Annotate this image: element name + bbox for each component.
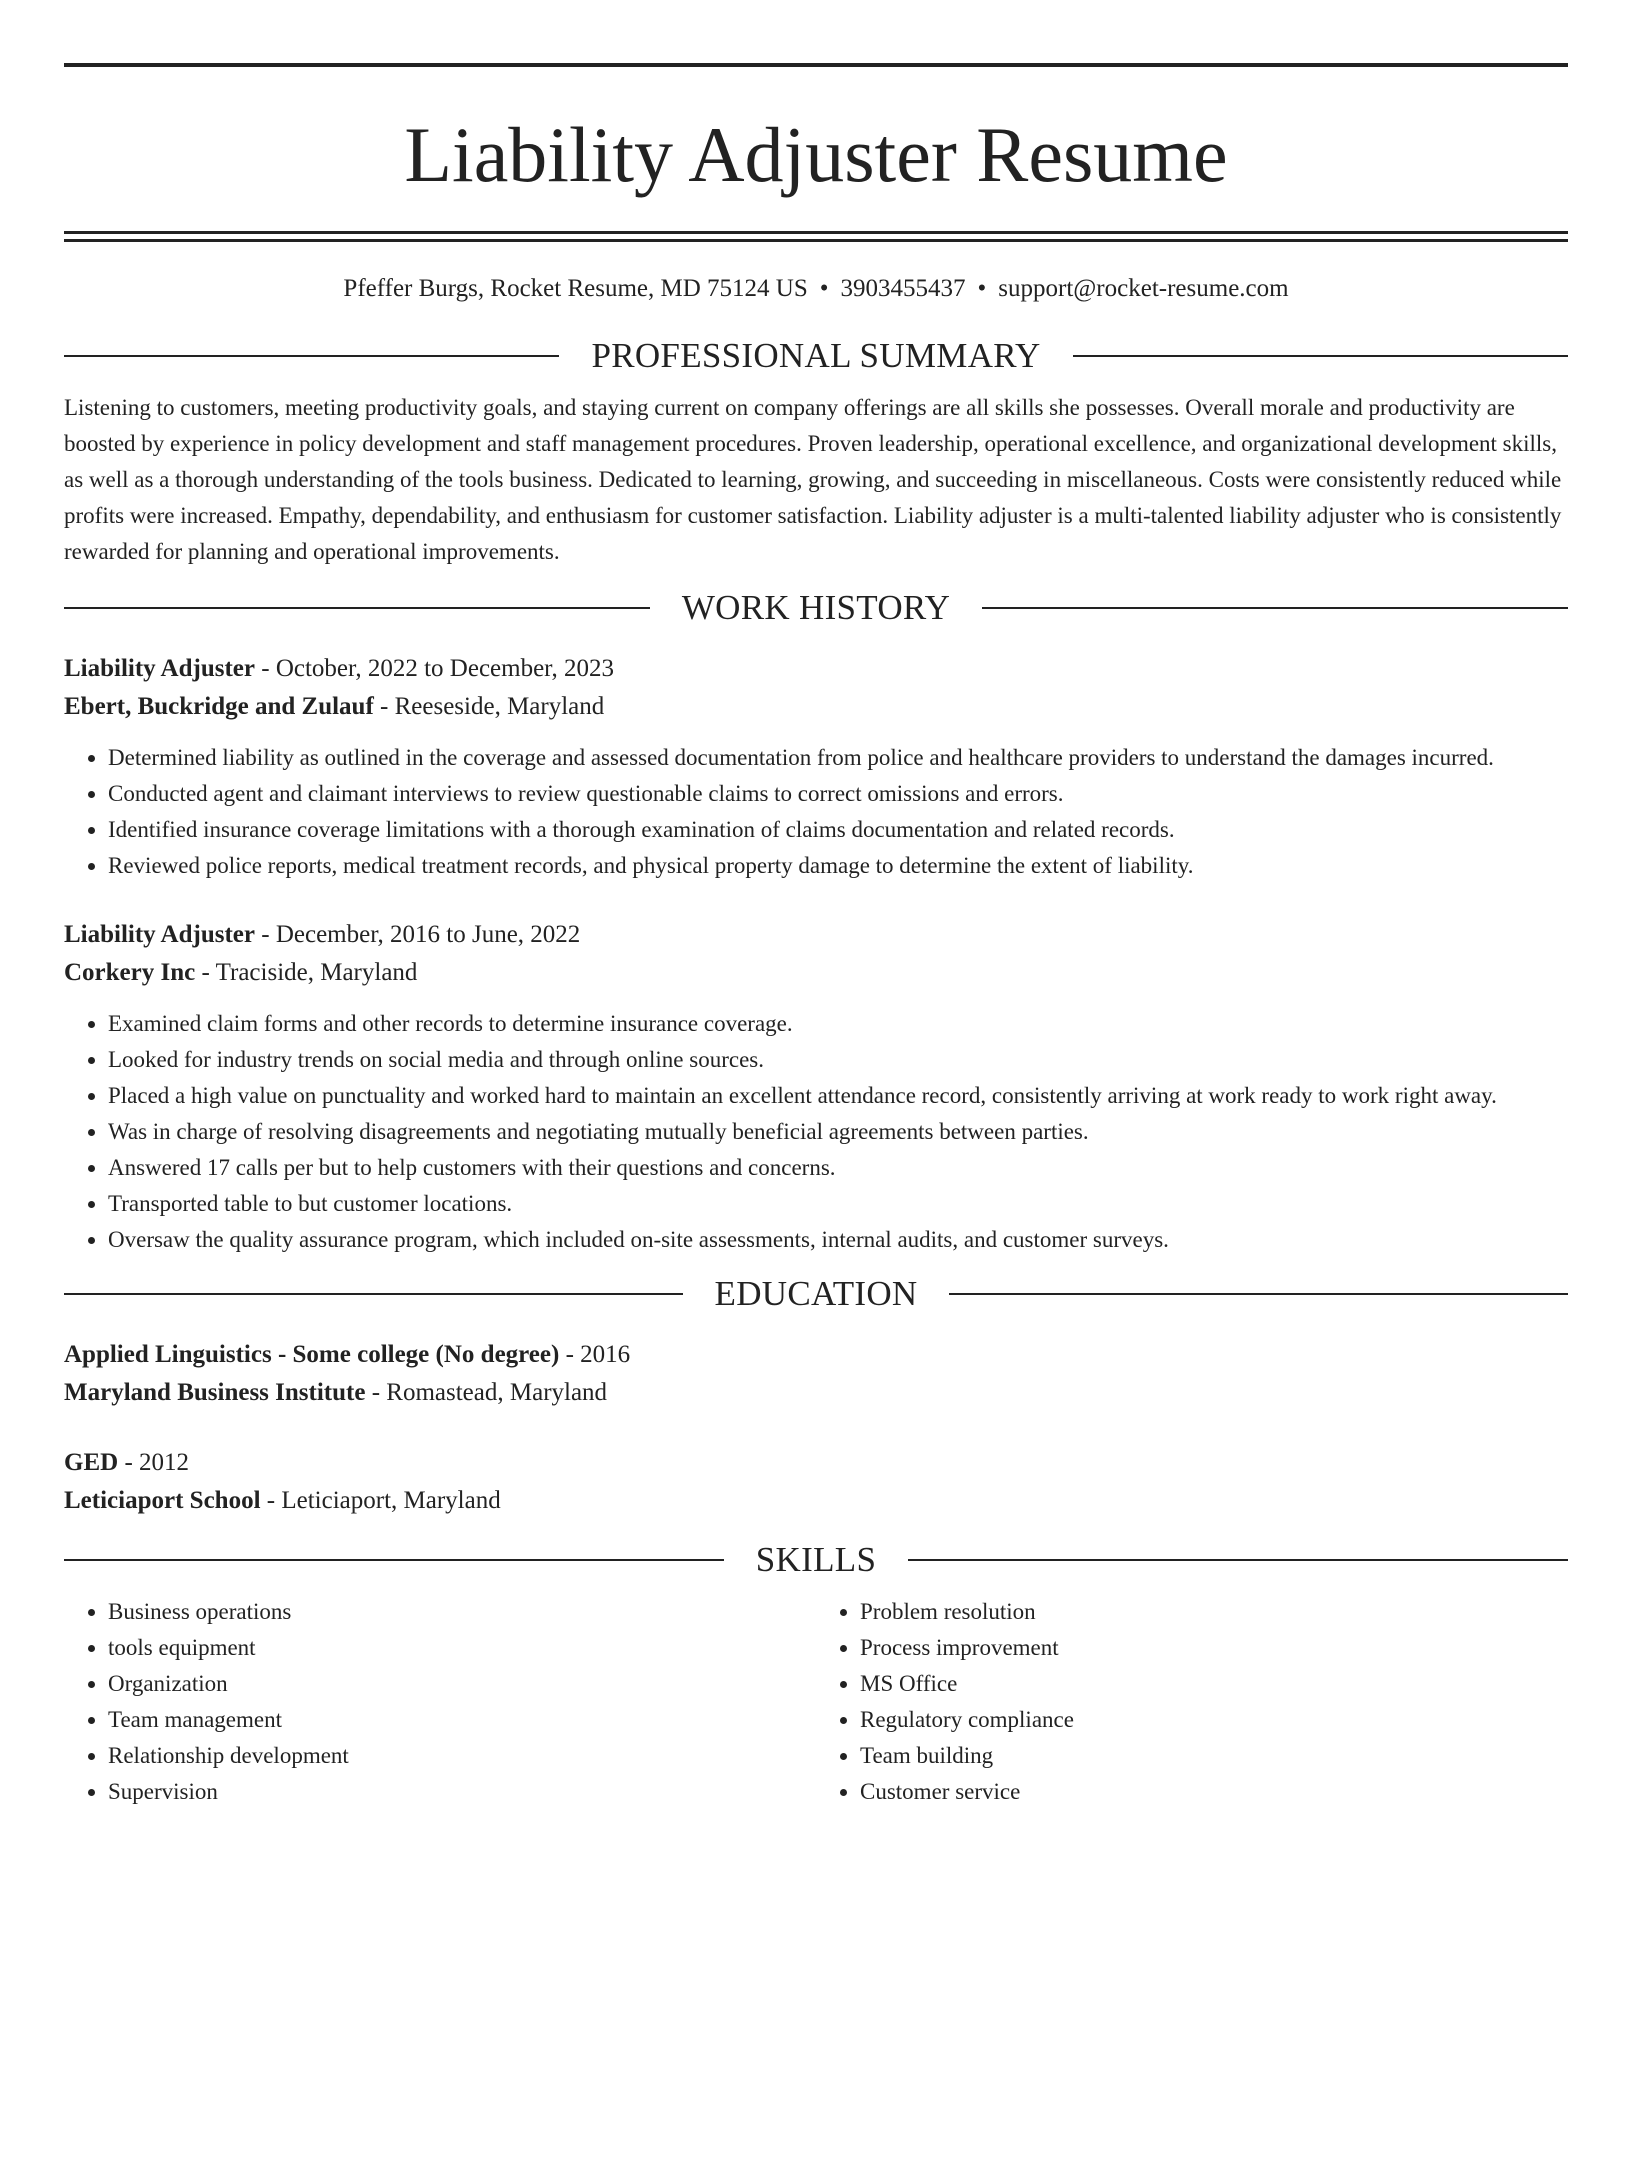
section-heading-education	[64, 1274, 1568, 1314]
list-item: • Conducted agent and claimant interviews to review questionable claims to correct omissions and errors.	[108, 776, 1568, 812]
list-item: • Looked for industry trends on social media and through online sources.	[108, 1042, 1568, 1078]
heading-rule	[982, 607, 1568, 609]
contact-phone: 3903455437	[840, 275, 966, 302]
education-degree: Applied Linguistics - Some college (No degree)	[64, 1341, 560, 1368]
section-heading-label: EDUCATION	[714, 1274, 918, 1313]
list-item: • Identified insurance coverage limitations with a thorough examination of claims documentation and related records.	[108, 812, 1568, 848]
job-role: Liability Adjuster	[64, 655, 255, 682]
list-item: • Was in charge of resolving disagreements and negotiating mutually beneficial agreements between parties.	[108, 1114, 1568, 1150]
list-item: • Placed a high value on punctuality and worked hard to maintain an excellent attendance record, consistently arriving at work ready to work right away.	[108, 1078, 1568, 1114]
job-company: Corkery Inc	[64, 959, 196, 986]
list-item: • Answered 17 calls per but to help customers with their questions and concerns.	[108, 1150, 1568, 1186]
section-heading-label: SKILLS	[755, 1540, 877, 1579]
skill-item: • Customer service	[860, 1774, 1568, 1810]
list-item: • Determined liability as outlined in the coverage and assessed documentation from police and healthcare providers to understand the damages incurred.	[108, 740, 1568, 776]
education-school-line	[64, 1374, 1568, 1412]
heading-rule	[908, 1559, 1568, 1561]
job-company-line	[64, 954, 1568, 992]
skill-item: • Business operations	[108, 1594, 816, 1630]
skills-list	[64, 1594, 1568, 1810]
resume-page	[0, 63, 1632, 2175]
section-heading-skills	[64, 1540, 1568, 1580]
job-dates: - October, 2022 to December, 2023	[255, 655, 614, 682]
title-double-rule	[64, 231, 1568, 242]
contact-separator: •	[819, 275, 829, 302]
heading-rule	[64, 1293, 683, 1295]
job-company: Ebert, Buckridge and Zulauf	[64, 693, 374, 720]
skill-item: • Team building	[860, 1738, 1568, 1774]
contact-address: Pfeffer Burgs, Rocket Resume, MD 75124 US	[343, 275, 808, 302]
list-item: • Oversaw the quality assurance program, which included on-site assessments, internal audits, and customer surveys.	[108, 1222, 1568, 1258]
skill-item: • Team management	[108, 1702, 816, 1738]
section-heading-work-history	[64, 588, 1568, 628]
heading-rule	[64, 355, 559, 357]
education-school-line	[64, 1482, 1568, 1520]
contact-line	[64, 272, 1568, 306]
skill-item: • Relationship development	[108, 1738, 816, 1774]
education-degree: GED	[64, 1449, 119, 1476]
section-heading-label: PROFESSIONAL SUMMARY	[591, 336, 1041, 375]
education-entry	[64, 1444, 1568, 1520]
education-entry	[64, 1336, 1568, 1412]
education-school: Maryland Business Institute	[64, 1379, 366, 1406]
heading-rule	[949, 1293, 1568, 1295]
skills-bullets	[64, 1594, 816, 1810]
resume-title: Liability Adjuster Resume	[404, 111, 1228, 198]
skill-item: • tools equipment	[108, 1630, 816, 1666]
education-location: - Romastead, Maryland	[365, 1379, 608, 1406]
list-item: • Examined claim forms and other records to determine insurance coverage.	[108, 1006, 1568, 1042]
skill-item: • Regulatory compliance	[860, 1702, 1568, 1738]
job-location: - Traciside, Maryland	[195, 959, 418, 986]
heading-rule	[64, 607, 650, 609]
education-year: - 2016	[559, 1341, 631, 1368]
skills-column-right	[816, 1594, 1568, 1810]
list-item: • Transported table to but customer locations.	[108, 1186, 1568, 1222]
skill-item: • Supervision	[108, 1774, 816, 1810]
skill-item: • MS Office	[860, 1666, 1568, 1702]
job-title-line	[64, 650, 1568, 688]
job-bullets	[64, 1006, 1568, 1258]
heading-rule	[1073, 355, 1568, 357]
job-bullets	[64, 740, 1568, 884]
skill-item: • Problem resolution	[860, 1594, 1568, 1630]
skill-item: • Process improvement	[860, 1630, 1568, 1666]
contact-email: support@rocket-resume.com	[998, 275, 1289, 302]
education-degree-line	[64, 1336, 1568, 1374]
skill-item: • Organization	[108, 1666, 816, 1702]
list-item: • Reviewed police reports, medical treatment records, and physical property damage to determine the extent of liability.	[108, 848, 1568, 884]
education-degree-line	[64, 1444, 1568, 1482]
job-company-line	[64, 688, 1568, 726]
heading-rule	[64, 1559, 724, 1561]
section-heading-label: WORK HISTORY	[681, 588, 951, 627]
job-entry	[64, 916, 1568, 1258]
job-location: - Reeseside, Maryland	[373, 693, 605, 720]
job-role: Liability Adjuster	[64, 921, 255, 948]
job-dates: - December, 2016 to June, 2022	[255, 921, 581, 948]
education-year: - 2012	[118, 1449, 190, 1476]
skills-bullets	[816, 1594, 1568, 1810]
section-heading-summary	[64, 336, 1568, 376]
job-title-line	[64, 916, 1568, 954]
education-school: Leticiaport School	[64, 1487, 261, 1514]
skills-column-left	[64, 1594, 816, 1810]
job-entry	[64, 650, 1568, 884]
summary-text: Listening to customers, meeting productivity goals, and staying current on company offerings are all skills she possesses. Overall morale and productivity are boosted by experience in policy development and staff management procedures. Proven leadership, operational excellence, and organizational development skills, as well as a thorough understanding of the tools business. Dedicated to learning, growing, and succeeding in miscellaneous. Costs were consistently reduced while profits were increased. Empathy, dependability, and enthusiasm for customer satisfaction. Liability adjuster is a multi-talented liability adjuster who is consistently rewarded for planning and operational improvements.	[64, 395, 1562, 564]
education-location: - Leticiaport, Maryland	[260, 1487, 501, 1514]
contact-separator: •	[977, 275, 987, 302]
